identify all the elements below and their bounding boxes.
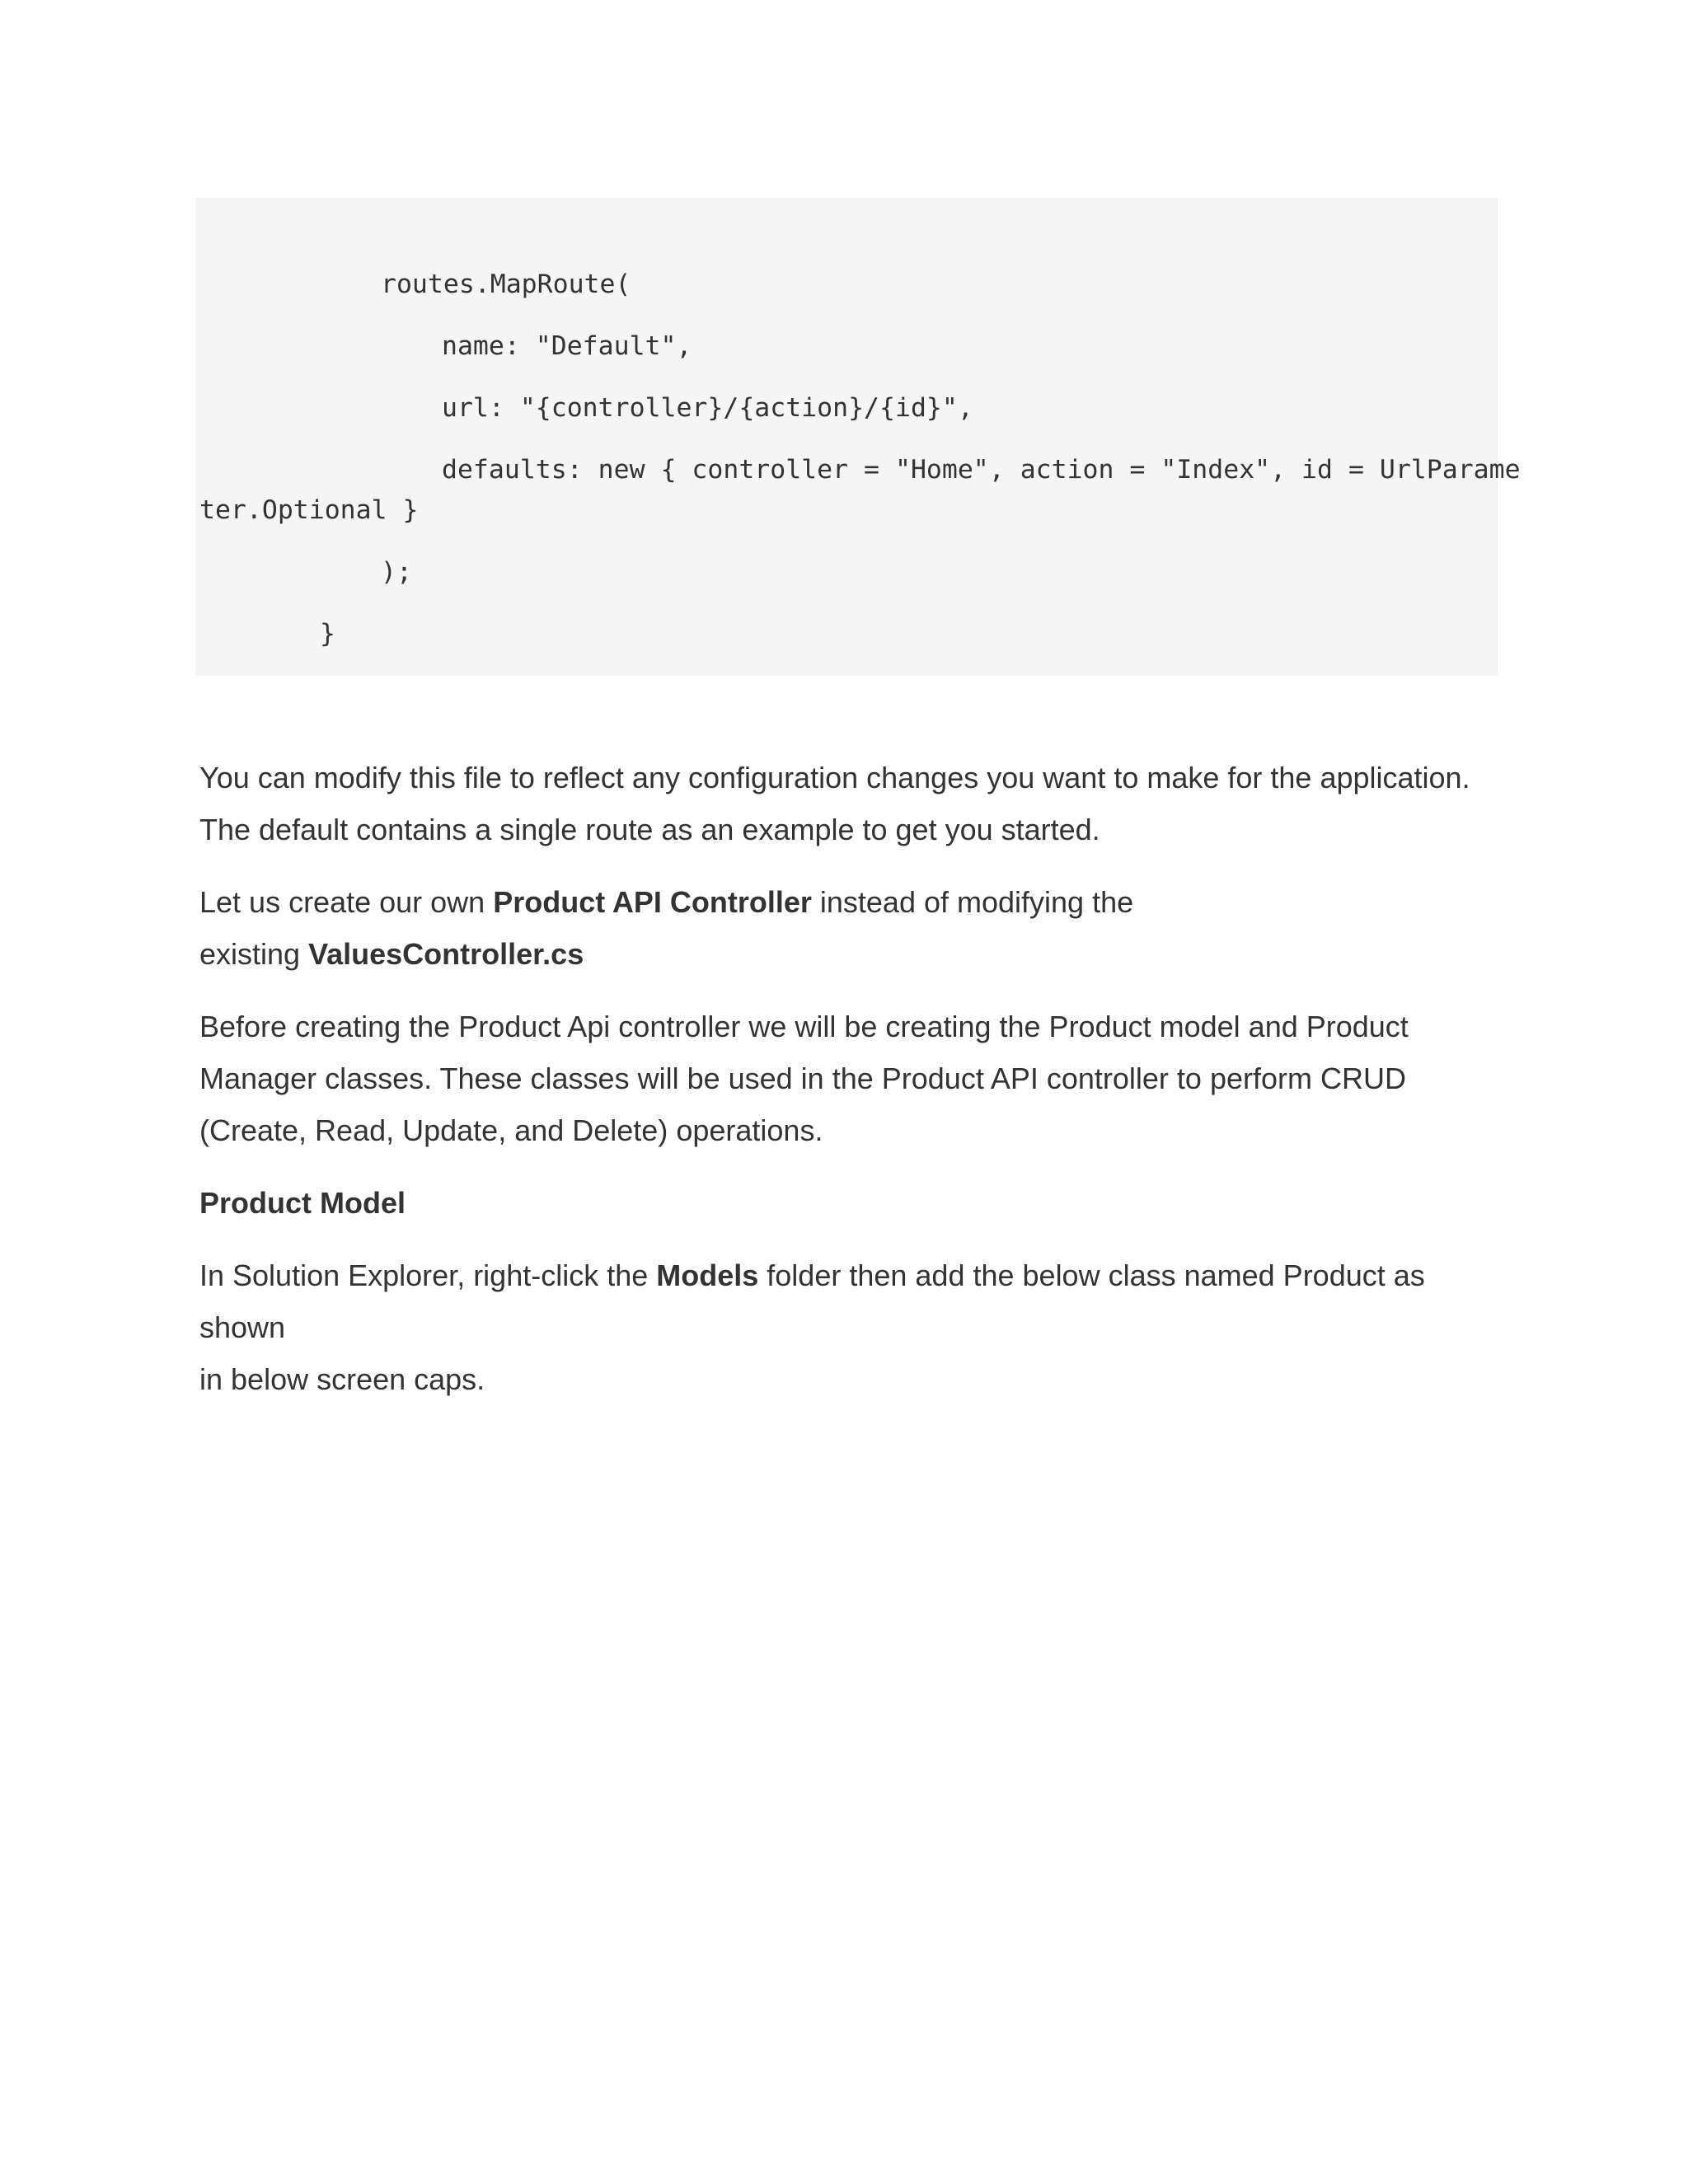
bold-models: Models xyxy=(656,1258,759,1292)
paragraph-modify-line-2: The default contains a single route as an example to get you started. xyxy=(199,813,1100,846)
code-line-close-paren: ); xyxy=(381,557,412,587)
text-span: Let us create our own xyxy=(199,885,494,919)
heading-product-model: Product Model xyxy=(199,1186,406,1220)
paragraph-create-controller xyxy=(199,876,1502,980)
code-line-close-brace: } xyxy=(320,619,335,649)
paragraph-modify-line-1: You can modify this file to reflect any configuration changes you want to make for the application. xyxy=(199,761,1470,794)
paragraph-create-line-1 xyxy=(199,876,1502,928)
code-line-name: name: "Default", xyxy=(442,331,692,361)
code-line-defaults: defaults: new { controller = "Home", action = "Index", id = UrlParame xyxy=(442,455,1521,485)
paragraph-before-creating xyxy=(199,1001,1502,1156)
text-span: existing xyxy=(199,937,309,971)
paragraph-solution-line-2: in below screen caps. xyxy=(199,1362,485,1396)
paragraph-modify-file xyxy=(199,752,1502,855)
bold-values-controller: ValuesController.cs xyxy=(308,937,584,971)
bold-product-api-controller: Product API Controller xyxy=(493,885,812,919)
code-line-defaults-wrap: ter.Optional } xyxy=(199,495,419,525)
paragraph-solution-line-1 xyxy=(199,1249,1502,1353)
code-line-url: url: "{controller}/{action}/{id}", xyxy=(442,393,973,423)
paragraph-before-line-3: (Create, Read, Update, and Delete) operations. xyxy=(199,1113,823,1147)
code-block xyxy=(195,198,1521,676)
paragraph-before-line-1: Before creating the Product Api controller we will be creating the Product model and Product xyxy=(199,1010,1409,1043)
text-span: In Solution Explorer, right-click the xyxy=(199,1258,657,1292)
paragraph-solution-explorer xyxy=(199,1249,1502,1405)
paragraph-create-line-2 xyxy=(199,928,1502,980)
text-span: instead of modifying the xyxy=(811,885,1134,919)
code-line-maproute: routes.MapRoute( xyxy=(381,269,631,299)
paragraph-before-line-2: Manager classes. These classes will be used in the Product API controller to perform CRUD xyxy=(199,1062,1406,1095)
text-span: folder then add the below class named Product as shown xyxy=(199,1258,1425,1344)
